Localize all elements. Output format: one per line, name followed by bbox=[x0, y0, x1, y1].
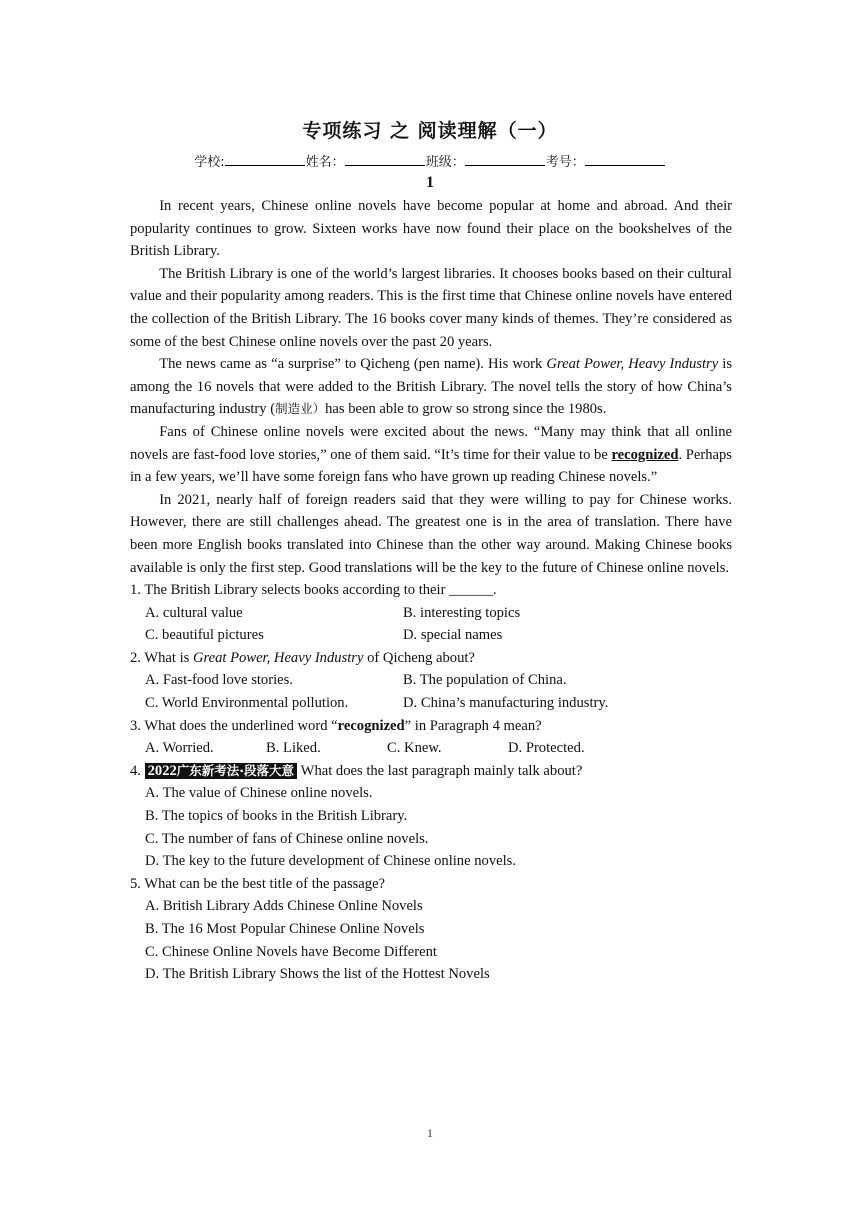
question-2-option-b: B. The population of China. bbox=[403, 672, 567, 689]
question-1-stem: 1. The British Library selects books according to their ______. bbox=[130, 582, 497, 599]
paragraph-5: In 2021, nearly half of foreign readers said that they were willing to pay for Chinese works. However, there are still challenges ahead. The greatest one is in the area of translation. There have been more English books translated into Chinese than the other way around. Making Chinese books available is only the first step. Good translations will be the key to the future of Chinese online novels. bbox=[130, 491, 732, 576]
page-title: 专项练习 之 阅读理解（一） bbox=[302, 120, 558, 142]
question-4-option-a: A. The value of Chinese online novels. bbox=[145, 785, 373, 802]
question-5-option-c: C. Chinese Online Novels have Become Different bbox=[145, 943, 437, 960]
name-label: 姓名： bbox=[305, 155, 345, 170]
question-4-option-c: C. The number of fans of Chinese online novels. bbox=[145, 830, 429, 847]
paragraph-4-text-b: . Perhaps in a few years, we’ll have some foreign fans who have grown up reading Chinese novels.” bbox=[130, 446, 732, 486]
question-3-option-d: D. Protected. bbox=[508, 740, 585, 757]
question-2-option-c: C. World Environmental pollution. bbox=[145, 695, 349, 712]
question-4-number: 4. bbox=[130, 762, 145, 779]
question-5-option-b: B. The 16 Most Popular Chinese Online Novels bbox=[145, 921, 425, 937]
school-label: 学校: bbox=[194, 155, 225, 170]
question-2-options-row-2 bbox=[130, 692, 732, 715]
question-3-stem-b: ” in Paragraph 4 mean? bbox=[404, 717, 542, 734]
question-1-options-row-2 bbox=[130, 624, 732, 647]
question-2-stem-b: of Qicheng about? bbox=[363, 649, 475, 666]
question-4-tag-year: 2022 bbox=[147, 762, 177, 779]
reading-content bbox=[130, 195, 732, 986]
class-label: 班级： bbox=[425, 155, 465, 170]
chinese-gloss: 制造业） bbox=[275, 401, 326, 417]
question-2-stem-a: 2. What is bbox=[130, 649, 193, 666]
paragraph-4-text-a: Fans of Chinese online novels were excited about the news. “Many may think that all online novels are fast-food love stories,” one of them said. “It’s time for their value to be bbox=[130, 423, 732, 463]
name-blank bbox=[345, 151, 425, 166]
question-3-stem-a: 3. What does the underlined word “ bbox=[130, 717, 338, 734]
question-2-option-a: A. Fast-food love stories. bbox=[145, 672, 293, 689]
question-5-option-d: D. The British Library Shows the list of the Hottest Novels bbox=[145, 966, 490, 983]
question-3-stem bbox=[130, 715, 732, 738]
question-3-keyword: recognized bbox=[337, 717, 405, 734]
question-1-option-c: C. beautiful pictures bbox=[145, 627, 264, 644]
paragraph-1: In recent years, Chinese online novels have become popular at home and abroad. And their popularity continues to grow. Sixteen works have now found their place on the bookshelves of the British Library. bbox=[130, 198, 732, 260]
question-4-stem bbox=[130, 760, 732, 783]
question-3-option-b: B. Liked. bbox=[266, 740, 321, 757]
paragraph-3-text-a: The news came as “a surprise” to Qicheng (pen name). His work bbox=[159, 356, 547, 373]
paragraph-3-text-c: has been able to grow so strong since the 1980s. bbox=[325, 401, 607, 418]
question-2-novel-title: Great Power, Heavy Industry bbox=[192, 649, 364, 666]
school-blank bbox=[225, 151, 305, 166]
paragraph-3 bbox=[130, 353, 732, 421]
section-number: 1 bbox=[426, 174, 434, 191]
question-4-tag bbox=[145, 763, 297, 779]
question-2-stem bbox=[130, 647, 732, 670]
question-5-option-a: A. British Library Adds Chinese Online Novels bbox=[145, 898, 423, 915]
paragraph-3-text-b: is among the 16 novels that were added to the British Library. The novel tells the story of how China’s manufacturing industry ( bbox=[130, 356, 732, 418]
question-3-options-row bbox=[130, 737, 732, 760]
question-3-option-c: C. Knew. bbox=[387, 740, 442, 757]
question-1-option-b: B. interesting topics bbox=[403, 604, 521, 621]
question-4-option-d: D. The key to the future development of Chinese online novels. bbox=[145, 853, 516, 870]
question-3-option-a: A. Worried. bbox=[145, 740, 214, 757]
student-info-line bbox=[0, 151, 860, 173]
question-5-stem: 5. What can be the best title of the passage? bbox=[130, 875, 386, 892]
exam-number-blank bbox=[585, 151, 665, 166]
novel-title: Great Power, Heavy Industry bbox=[546, 356, 719, 373]
question-1-options-row-1 bbox=[130, 602, 732, 625]
question-2-option-d: D. China’s manufacturing industry. bbox=[403, 695, 609, 712]
question-4-stem-text: What does the last paragraph mainly talk about? bbox=[297, 762, 583, 779]
paragraph-4 bbox=[130, 421, 732, 489]
class-blank bbox=[465, 151, 545, 166]
question-1-option-d: D. special names bbox=[403, 627, 503, 644]
exam-number-label: 考号： bbox=[545, 155, 585, 170]
question-2-options-row-1 bbox=[130, 669, 732, 692]
question-4-option-b: B. The topics of books in the British Library. bbox=[145, 808, 408, 825]
question-1-option-a: A. cultural value bbox=[145, 604, 243, 621]
page-number: 1 bbox=[427, 1126, 433, 1140]
question-4-tag-text: 广东新考法·段落大意 bbox=[176, 762, 295, 778]
paragraph-2: The British Library is one of the world’s largest libraries. It chooses books based on their cultural value and their popularity among readers. This is the first time that Chinese online novels have entered the collection of the British Library. The 16 books cover many kinds of themes. They’re considered as some of the best Chinese online novels over the past 20 years. bbox=[130, 265, 732, 350]
underlined-word: recognized bbox=[611, 446, 679, 463]
